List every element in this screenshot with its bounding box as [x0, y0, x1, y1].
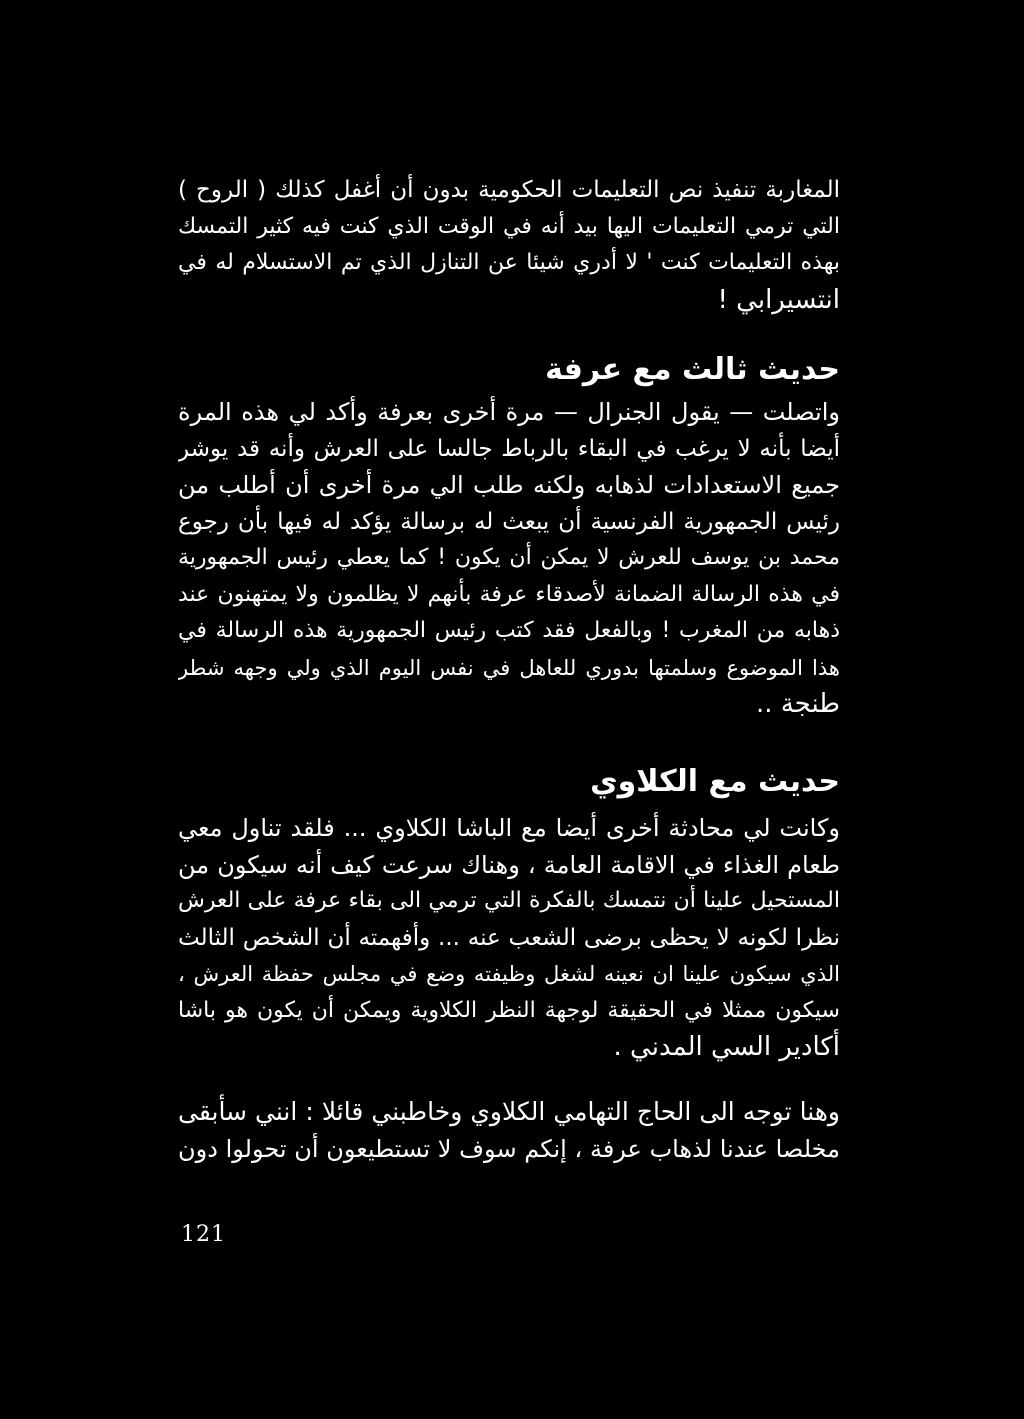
text-line: طنجة .. — [755, 689, 840, 719]
page-number: 121 — [181, 1222, 226, 1247]
text-line: سيكون ممثلا في الحقيقة لوجهة النظر الكلاوية ويمكن أن يكون هو باشا — [178, 997, 840, 1023]
text-line: الذي سيكون علينا ان نعينه لشغل وظيفته وضع في مجلس حفظة العرش ، — [178, 962, 840, 986]
text-line: محمد بن يوسف للعرش لا يمكن أن يكون ! كما يعطي رئيس الجمهورية — [178, 545, 840, 570]
text-line: أكادير السي المدني . — [613, 1032, 840, 1062]
text-line: نظرا لكونه لا يحظى برضى الشعب عنه ... وأفهمته أن الشخص الثالث — [178, 924, 840, 951]
paragraph-1 — [178, 172, 840, 318]
text-line: المستحيل علينا أن نتمسك بالفكرة التي ترمي الى بقاء عرفة على العرش — [178, 888, 840, 913]
text-line: وكانت لي محادثة أخرى أيضا مع الباشا الكلاوي ... فلقد تناول معي — [178, 814, 840, 842]
text-line: مخلصا عندنا لذهاب عرفة ، إنكم سوف لا تستطيعون أن تحولوا دون — [178, 1134, 840, 1163]
text-line: رئيس الجمهورية الفرنسية أن يبعث له برسالة يؤكد له فيها بأن رجوع — [178, 508, 840, 535]
text-line: في هذه الرسالة الضمانة لأصدقاء عرفة بأنهم لا يظلمون ولا يمتهنون عند — [178, 581, 840, 607]
paragraph-4 — [178, 1094, 840, 1167]
text-line: انتسيرابي ! — [717, 284, 840, 315]
text-line: أيضا بأنه لا يرغب في البقاء بالرباط جالسا على العرش وأنه قد يوشر — [178, 435, 840, 462]
text-line: هذا الموضوع وسلمتها بدوري للعاهل في نفس اليوم الذي ولي وجهه شطر — [178, 655, 840, 680]
text-line: التي ترمي التعليمات اليها بيد أنه في الوقت الذي كنت فيه كثير التمسك — [178, 213, 840, 239]
section-heading-2: حديث مع الكلاوي — [590, 764, 840, 799]
text-line: بهذه التعليمات كنت ' لا أدري شيئا عن التنازل الذي تم الاستسلام له في — [178, 250, 840, 275]
text-line: جميع الاستعدادات لذهابه ولكنه طلب الي مرة أخرى أن أطلب من — [178, 471, 840, 499]
text-line: المغاربة تنفيذ نص التعليمات الحكومية بدون أن أغفل كذلك ( الروح ) — [178, 177, 840, 203]
paragraph-3 — [178, 810, 840, 1066]
paragraph-2 — [178, 394, 840, 723]
text-line: طعام الغذاء في الاقامة العامة ، وهناك سرعت كيف أنه سيكون من — [178, 850, 840, 879]
section-heading-1: حديث ثالث مع عرفة — [545, 352, 840, 387]
text-line: ذهابه من المغرب ! وبالفعل فقد كتب رئيس الجمهورية هذه الرسالة في — [178, 618, 840, 643]
text-line: وهنا توجه الى الحاج التهامي الكلاوي وخاطبني قائلا : انني سأبقى — [178, 1097, 840, 1126]
text-line: واتصلت — يقول الجنرال — مرة أخرى بعرفة وأكد لي هذه المرة — [178, 398, 840, 426]
